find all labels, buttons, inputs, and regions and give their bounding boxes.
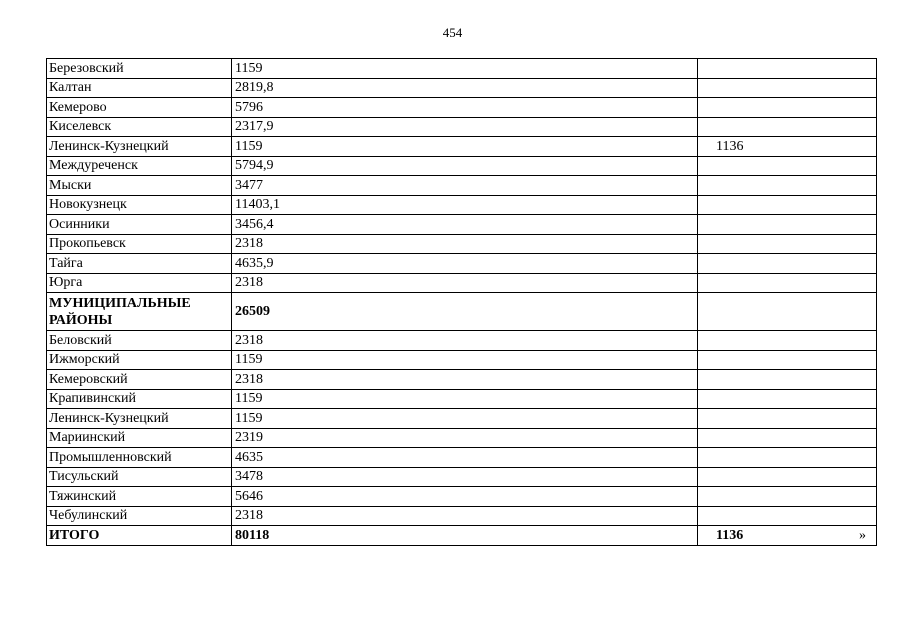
amount-value: 5646	[232, 487, 698, 507]
table-row	[47, 215, 877, 235]
amount-value: 3456,4	[232, 215, 698, 235]
table-row	[47, 331, 877, 351]
amount-value: 1159	[232, 409, 698, 429]
extra-value	[698, 176, 877, 196]
table-row	[47, 59, 877, 79]
amount-value: 1159	[232, 389, 698, 409]
table-row	[47, 273, 877, 293]
extra-value: 1136	[698, 137, 877, 157]
total-row	[47, 526, 877, 546]
table-row	[47, 448, 877, 468]
municipality-name: Новокузнецк	[47, 195, 232, 215]
extra-value	[698, 350, 877, 370]
extra-value	[698, 487, 877, 507]
table-row	[47, 117, 877, 137]
municipality-name: Березовский	[47, 59, 232, 79]
amount-value: 4635	[232, 448, 698, 468]
municipality-name: Беловский	[47, 331, 232, 351]
municipality-name: Мыски	[47, 176, 232, 196]
extra-value	[698, 273, 877, 293]
extra-value	[698, 448, 877, 468]
municipality-name: Тайга	[47, 254, 232, 274]
table-row	[47, 467, 877, 487]
extra-value	[698, 370, 877, 390]
table-row	[47, 487, 877, 507]
closing-quote: »	[859, 528, 866, 543]
amount-value: 5796	[232, 98, 698, 118]
amount-value: 1159	[232, 59, 698, 79]
extra-value	[698, 409, 877, 429]
municipality-name: Кемерово	[47, 98, 232, 118]
municipality-name: Осинники	[47, 215, 232, 235]
municipality-name: Тяжинский	[47, 487, 232, 507]
table-row	[47, 350, 877, 370]
extra-value	[698, 78, 877, 98]
table-row	[47, 156, 877, 176]
total-extra-value: 1136	[698, 526, 877, 546]
amount-value: 1159	[232, 137, 698, 157]
extra-value	[698, 467, 877, 487]
table-row	[47, 195, 877, 215]
amount-value: 11403,1	[232, 195, 698, 215]
municipality-name: Промышленновский	[47, 448, 232, 468]
extra-value	[698, 195, 877, 215]
table-row	[47, 78, 877, 98]
municipality-name: Крапивинский	[47, 389, 232, 409]
municipality-name: Юрга	[47, 273, 232, 293]
amount-value: 3477	[232, 176, 698, 196]
municipality-name: Калтан	[47, 78, 232, 98]
amount-value: 4635,9	[232, 254, 698, 274]
amount-value: 1159	[232, 350, 698, 370]
municipality-name: Ижморский	[47, 350, 232, 370]
municipality-name: Ленинск-Кузнецкий	[47, 409, 232, 429]
municipality-name: Киселевск	[47, 117, 232, 137]
municipality-name: Мариинский	[47, 428, 232, 448]
extra-value	[698, 506, 877, 526]
municipality-name: Междуреченск	[47, 156, 232, 176]
amount-value: 2318	[232, 506, 698, 526]
municipality-name: Ленинск-Кузнецкий	[47, 137, 232, 157]
extra-value	[698, 389, 877, 409]
amount-value: 5794,9	[232, 156, 698, 176]
extra-value	[698, 156, 877, 176]
extra-value	[698, 254, 877, 274]
amount-value: 2318	[232, 273, 698, 293]
amount-value: 2318	[232, 234, 698, 254]
amount-value: 2318	[232, 370, 698, 390]
table-row	[47, 389, 877, 409]
extra-value	[698, 59, 877, 79]
table-row	[47, 428, 877, 448]
section-header-row	[47, 293, 877, 331]
table-row	[47, 254, 877, 274]
table-row	[47, 506, 877, 526]
section-total-value: 26509	[232, 293, 698, 331]
amount-value: 3478	[232, 467, 698, 487]
table-row	[47, 176, 877, 196]
municipality-name: Тисульский	[47, 467, 232, 487]
table-row	[47, 370, 877, 390]
amount-value: 2318	[232, 331, 698, 351]
table-row	[47, 409, 877, 429]
total-label: ИТОГО	[47, 526, 232, 546]
amount-value: 2317,9	[232, 117, 698, 137]
section-title: МУНИЦИПАЛЬНЫЕ РАЙОНЫ	[47, 293, 232, 331]
extra-value	[698, 215, 877, 235]
table-row	[47, 98, 877, 118]
table-row	[47, 137, 877, 157]
page-number: 454	[442, 25, 463, 40]
extra-value	[698, 331, 877, 351]
extra-value	[698, 98, 877, 118]
municipality-name: Прокопьевск	[47, 234, 232, 254]
extra-value	[698, 293, 877, 331]
municipality-name: Кемеровский	[47, 370, 232, 390]
amount-value: 2319	[232, 428, 698, 448]
extra-value	[698, 117, 877, 137]
extra-value	[698, 428, 877, 448]
amount-value: 2819,8	[232, 78, 698, 98]
budget-table	[46, 58, 877, 546]
total-value: 80118	[232, 526, 698, 546]
table-row	[47, 234, 877, 254]
extra-value	[698, 234, 877, 254]
municipality-name: Чебулинский	[47, 506, 232, 526]
